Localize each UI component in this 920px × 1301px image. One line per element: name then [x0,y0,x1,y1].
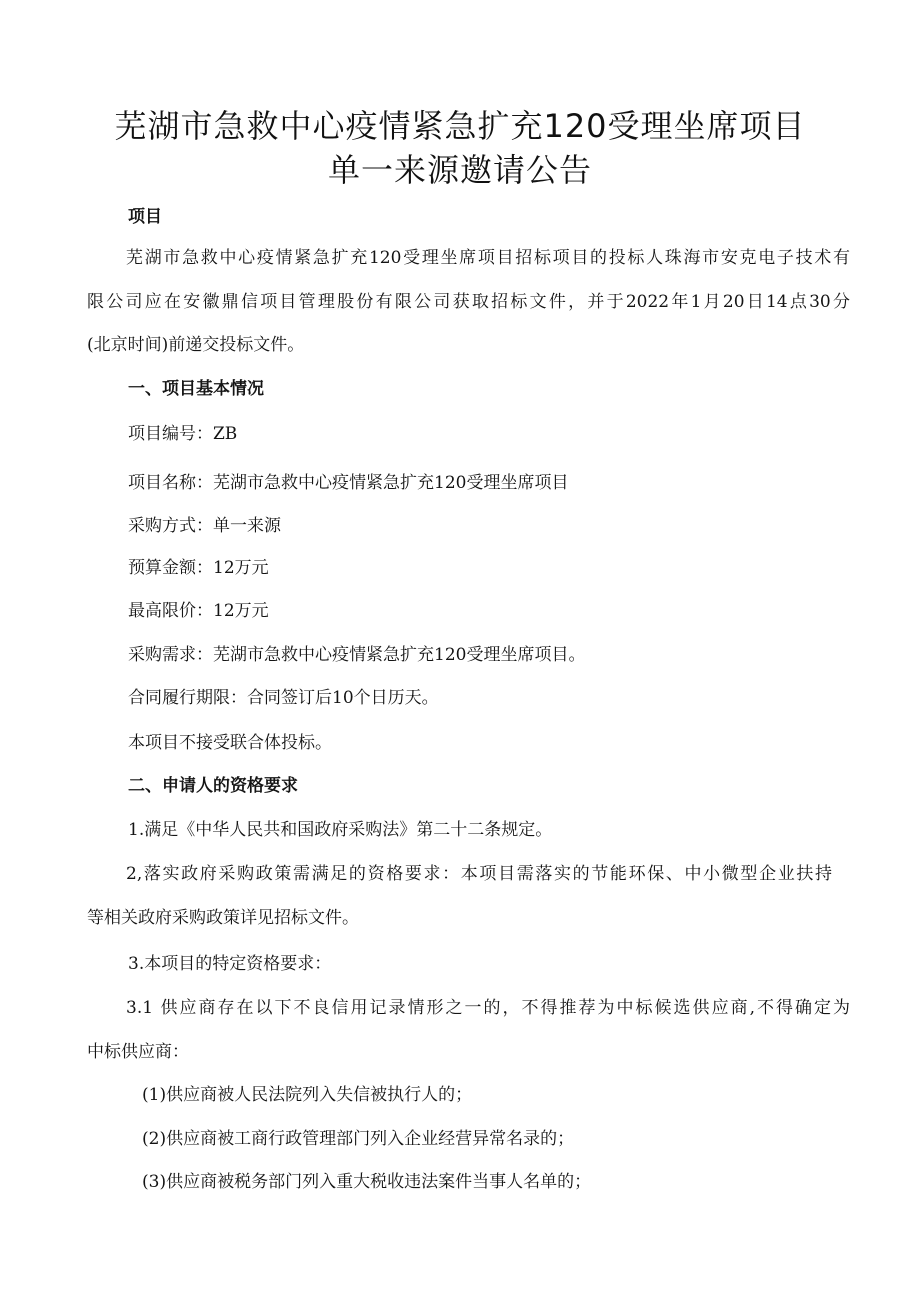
intro-line-1: 芜湖市急救中心疫情紧急扩充120受理坐席项目招标项目的投标人珠海市安克电子技术有 [126,248,850,268]
project-number: 项目编号：ZB [128,424,238,444]
max-price: 最高限价：12万元 [128,601,269,621]
qualification-2-line-1: 2,落实政府采购政策需满足的资格要求：本项目需落实的节能环保、中小微型企业扶持 [126,864,832,884]
intro-line-2: 限公司应在安徽鼎信项目管理股份有限公司获取招标文件，并于2022年1月20日14点30分 [87,292,850,312]
section-project-label: 项目 [128,207,162,227]
intro-line-3: (北京时间)前递交投标文件。 [87,335,305,355]
qualification-2-line-2: 等相关政府采购政策详见招标文件。 [87,908,359,928]
section-2-heading: 二、申请人的资格要求 [128,776,298,796]
procurement-method: 采购方式：单一来源 [128,516,281,536]
qualification-3: 3.本项目的特定资格要求： [128,954,332,974]
qualification-1: 1.满足《中华人民共和国政府采购法》第二十二条规定。 [128,820,553,840]
bad-credit-item-3: (3)供应商被税务部门列入重大税收违法案件当事人名单的； [142,1172,592,1192]
bad-credit-item-2: (2)供应商被工商行政管理部门列入企业经营异常名录的； [142,1129,575,1149]
document-title-line-1: 芜湖市急救中心疫情紧急扩充120受理坐席项目 [114,107,806,145]
contract-period: 合同履行期限：合同签订后10个日历天。 [128,688,439,708]
qualification-3-1-line-1: 3.1 供应商存在以下不良信用记录情形之一的，不得推荐为中标候选供应商,不得确定为 [126,998,850,1018]
procurement-requirement: 采购需求：芜湖市急救中心疫情紧急扩充120受理坐席项目。 [128,645,586,665]
budget-amount: 预算金额：12万元 [128,558,269,578]
bad-credit-item-1: (1)供应商被人民法院列入失信被执行人的； [142,1085,473,1105]
joint-bid-notice: 本项目不接受联合体投标。 [128,733,332,753]
qualification-3-1-line-2: 中标供应商： [87,1042,189,1062]
document-title-line-2: 单一来源邀请公告 [327,151,592,189]
project-name: 项目名称：芜湖市急救中心疫情紧急扩充120受理坐席项目 [128,473,569,493]
section-1-heading: 一、项目基本情况 [128,379,264,399]
